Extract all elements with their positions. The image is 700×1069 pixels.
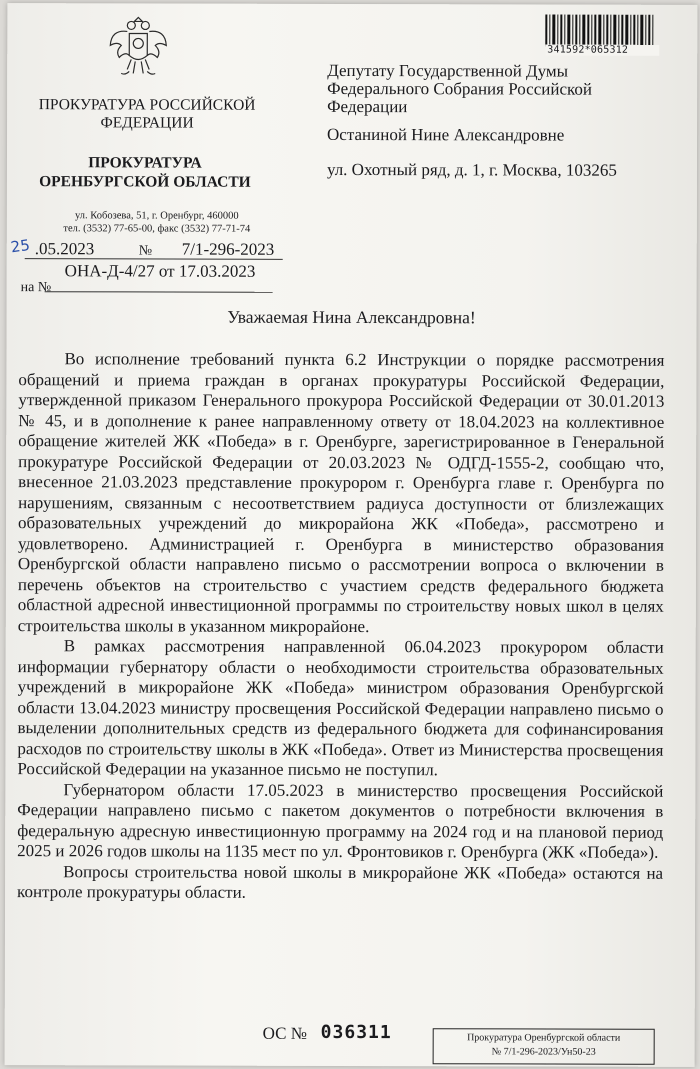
greeting: Уважаемая Нина Александровна! (227, 306, 476, 328)
letter-date: .05.2023 (34, 239, 95, 259)
date-underline (25, 258, 283, 260)
paragraph: В рамках рассмотрения направленной 06.04.2023 прокурором области информации губернатору области о необходимости строительства образовательных учреждений в микрорайоне ЖК «Победа» министром образования Оренбургской области 13.04.2023 министру просвещения Российской Федерации направлено письмо о выделении дополнительных средств из федерального бюджета для софинансирования расходов по строительству школы в ЖК «Победа». Ответ из Министерства просвещения Российской Федерации на указанное письмо не поступил. (17, 636, 664, 780)
recipient-line1: Депутату Государственной Думы (327, 60, 569, 81)
org-phone: тел. (3532) 77-65-00, факс (3532) 77-71-74 (63, 223, 251, 235)
recipient-name: Останиной Нине Александровне (327, 124, 565, 145)
number-symbol: № (138, 243, 153, 259)
oc-label: ОС № (262, 1023, 308, 1043)
outgoing-number: 7/1-296-2023 (181, 239, 275, 259)
paragraph: Во исполнение требований пункта 6.2 Инструкции о порядке рассмотрения обращений и приема граждан в органах прокуратуры Российской Федерации, утвержденной приказом Генерального прокурора Российской Федерации от 30.01.2013 № 45, и в дополнение к ранее направленному ответу от 18.04.2023 на коллективное обращение жителей ЖК «Победа» в г. Оренбурге, зарегистрированное в Генеральной прокуратуре Российской Федерации от 20.03.2023 № ОДГД-1555-2, сообщаю что, внесенное 21.03.2023 представление прокурором г. Оренбурга главе г. Оренбурга по нарушениям, связанным с несоответствием радиуса доступности от близлежащих образовательных учреждений до микрорайона ЖК «Победа», рассмотрено и удовлетворено. Администрацией г. Оренбурга в министерство образования Оренбургской области направлено письмо о рассмотрении вопроса о включении в перечень объектов на строительство с участием средств федерального бюджета областной адресной инвестиционной программы по строительству новых школ в целях строительства школы в указанном микрорайоне. (17, 349, 665, 636)
registration-stamp (433, 1028, 655, 1065)
org-parent: ПРОКУРАТУРА РОССИЙСКОЙ ФЕДЕРАЦИИ (38, 96, 256, 132)
stamp-line1: Прокуратура Оренбургской области (467, 1032, 621, 1044)
reference-prefix: на № (20, 280, 52, 296)
reference-underline (45, 291, 273, 293)
recipient-address: ул. Охотный ряд, д. 1, г. Москва, 103265 (326, 159, 617, 180)
org-contacts (37, 209, 277, 236)
org-address: ул. Кобозева, 51, г. Оренбург, 460000 (74, 210, 239, 222)
org-regional: ПРОКУРАТУРА ОРЕНБУРГСКОЙ ОБЛАСТИ (39, 154, 251, 191)
paragraph: Вопросы строительства новой школы в микрорайоне ЖК «Победа» остаются на контроле прокуратуры области. (17, 861, 664, 902)
letter-body (17, 349, 664, 904)
recipient-line3: Федерации (327, 96, 408, 117)
reference-number: ОНА-Д-4/27 от 17.03.2023 (64, 261, 256, 281)
coat-of-arms-icon (107, 11, 169, 81)
oc-number: 036311 (320, 1021, 392, 1044)
barcode-number: 341592*065312 (545, 45, 659, 56)
recipient-title (327, 62, 677, 117)
paragraph: Губернатором области 17.05.2023 в министерство просвещения Российской Федерации направлено письмо с пакетом документов о потребности включения в федеральную адресную инвестиционную программу на 2024 год и на плановой период 2025 и 2026 годов школы на 1135 мест по ул. Фронтовиков г. Оренбурга (ЖК «Победа»). (17, 779, 664, 862)
recipient-line2: Федерального Собрания Российской (327, 78, 593, 99)
handwritten-day: 25 (9, 235, 31, 257)
letter-page (5, 3, 698, 1067)
stamp-line2: № 7/1-296-2023/Ун50-23 (491, 1046, 596, 1058)
